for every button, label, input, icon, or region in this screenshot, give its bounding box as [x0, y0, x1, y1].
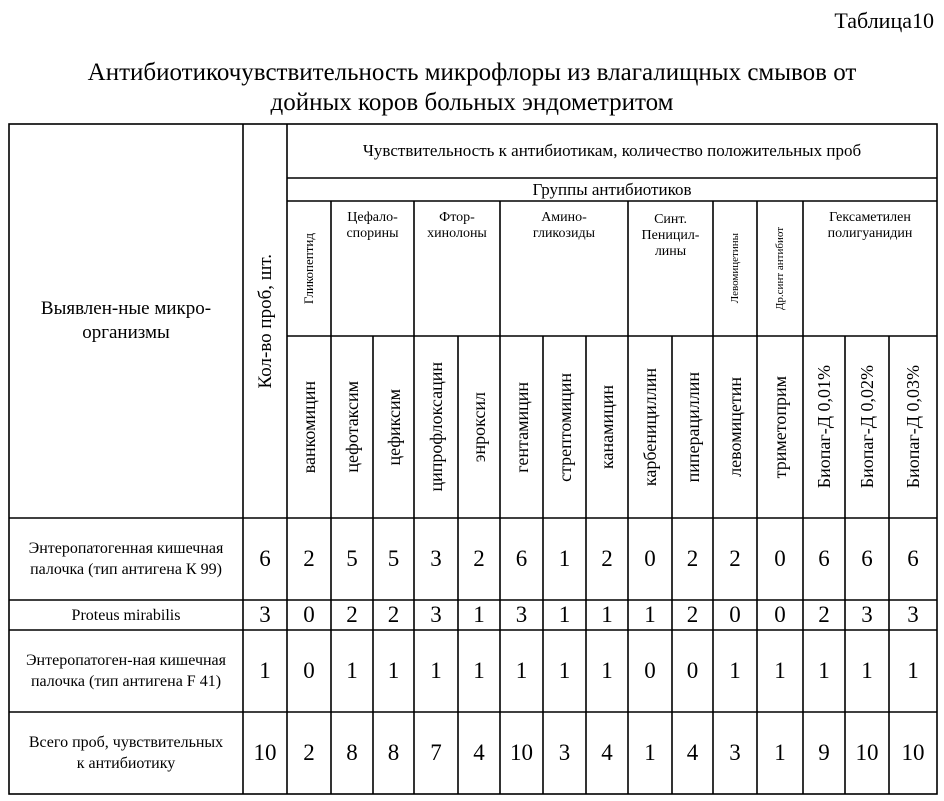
antibiotic-header-14: [845, 336, 889, 518]
sensitivity-header: Чувствительность к антибиотикам, количество положительных проб: [362, 141, 862, 160]
row-value-cell: 0: [774, 602, 786, 627]
antibiotic-header-11: [713, 336, 757, 518]
antibiotic-name: ванкомицин: [299, 380, 319, 474]
antibiotic-header-3: [373, 336, 414, 518]
group-cephalosporins: Цефало-спорины: [346, 210, 399, 241]
row-organism-name: Энтеропатоген-ная кишечная палочка (тип антигена F 41): [25, 652, 227, 690]
row-value-cell: 3: [907, 602, 919, 627]
row-value-cell: 4: [473, 740, 485, 765]
row-value-cell: 1: [387, 658, 400, 683]
row-value-cell: 1: [430, 658, 442, 683]
group-other-synthetic-text: Др.синт антибиот: [774, 226, 786, 311]
row-organism-name: Энтеропатогенная кишечная палочка (тип антигена К 99): [28, 540, 224, 578]
row-value-cell: 5: [346, 546, 358, 571]
row-value-cell: 3: [515, 602, 528, 627]
row-organism-name: Proteus mirabilis: [71, 606, 181, 624]
antibiotic-header-7: [543, 336, 586, 518]
row-sample-count: 6: [259, 546, 271, 571]
antibiotic-header-2: [331, 336, 373, 518]
row-value-cell: 4: [686, 740, 699, 765]
row-value-cell: 3: [861, 602, 873, 627]
antibiotic-header-9: [628, 336, 672, 518]
row-value-cell: 1: [601, 658, 613, 683]
antibiotic-name: карбенициллин: [640, 367, 660, 487]
row-value-cell: 2: [303, 546, 315, 571]
row-value-cell: 1: [774, 740, 786, 765]
antibiotic-name: канамицин: [597, 384, 617, 469]
row-value-cell: 1: [558, 658, 571, 683]
row-value-cell: 2: [473, 546, 485, 571]
antibiotic-header-10: [672, 336, 713, 518]
row-organism-name: Всего проб, чувствительных к антибиотику: [28, 734, 224, 772]
row-value-cell: 10: [901, 740, 925, 765]
row-sample-count: 10: [253, 740, 277, 765]
row-value-cell: 7: [430, 740, 442, 765]
group-glycopeptide-text: Гликопептид: [301, 232, 316, 305]
row-value-cell: 9: [818, 740, 830, 765]
row-value-cell: 10: [855, 740, 879, 765]
antibiotic-name: триметоприм: [770, 375, 790, 479]
organisms-column-header: Выявлен-ные микро-организмы: [40, 298, 212, 343]
group-synthetic-penicillins: Синт. Пеницил-лины: [641, 212, 700, 259]
group-levomycetins: [713, 201, 757, 336]
antibiotic-header-15: [889, 336, 937, 518]
row-value-cell: 1: [729, 658, 741, 683]
row-value-cell: 2: [303, 740, 315, 765]
row-value-cell: 2: [346, 602, 358, 627]
row-value-cell: 10: [510, 740, 533, 765]
row-value-cell: 3: [430, 546, 442, 571]
group-hexamethylene-polyguanidine: Гексаметилен полигуанидин: [827, 210, 913, 241]
row-value-cell: 1: [558, 602, 571, 627]
row-value-cell: 0: [303, 602, 315, 627]
table-title-line-1: Антибиотикочувствительность микрофлоры из влагалищных смывов от: [87, 59, 857, 86]
row-value-cell: 3: [430, 602, 442, 627]
row-value-cell: 1: [644, 602, 656, 627]
group-aminoglycosides: Амино-гликозиды: [532, 210, 596, 241]
row-sample-count: 1: [259, 658, 271, 683]
antibiotic-header-12: [757, 336, 803, 518]
row-value-cell: 0: [686, 658, 699, 683]
row-value-cell: 2: [601, 546, 613, 571]
row-sample-count: 3: [259, 602, 271, 627]
row-value-cell: 2: [387, 602, 400, 627]
row-value-cell: 8: [346, 740, 358, 765]
antibiotic-name: цефотаксим: [342, 381, 362, 473]
table-number-label: Таблица10: [834, 8, 934, 33]
count-column-header: [243, 124, 287, 518]
row-value-cell: 2: [686, 602, 699, 627]
row-value-cell: 2: [686, 546, 699, 571]
antibiotic-name: ципрофлоксацин: [426, 362, 446, 492]
row-value-cell: 6: [818, 546, 830, 571]
row-value-cell: 3: [729, 740, 741, 765]
antibiotic-name: Биопаг-Д 0,02%: [857, 365, 877, 489]
antibiotic-header-5: [458, 336, 500, 518]
antibiotic-header-6: [500, 336, 543, 518]
row-value-cell: 3: [558, 740, 571, 765]
row-value-cell: 1: [861, 658, 873, 683]
antibiotic-name: цефиксим: [383, 388, 404, 466]
row-value-cell: 4: [601, 740, 613, 765]
antibiotic-name: энроксил: [469, 391, 489, 463]
group-glycopeptide: [287, 201, 331, 336]
row-value-cell: 1: [558, 546, 571, 571]
antibiotic-name: пиперациллин: [682, 371, 703, 483]
row-value-cell: 1: [644, 740, 656, 765]
row-value-cell: 2: [818, 602, 830, 627]
row-value-cell: 0: [303, 658, 315, 683]
group-other-synthetic: [757, 201, 803, 336]
antibiotic-name: Биопаг-Д 0,01%: [814, 365, 834, 489]
antibiotic-name: гентамицин: [511, 381, 532, 473]
row-value-cell: 8: [387, 740, 400, 765]
antibiotic-name: Биопаг-Д 0,03%: [903, 365, 923, 489]
row-value-cell: 6: [515, 546, 528, 571]
row-value-cell: 1: [601, 602, 613, 627]
row-value-cell: 1: [473, 658, 485, 683]
antibiotic-header-4: [414, 336, 458, 518]
row-value-cell: 1: [818, 658, 830, 683]
row-value-cell: 5: [387, 546, 400, 571]
row-value-cell: 1: [346, 658, 358, 683]
row-value-cell: 2: [729, 546, 741, 571]
groups-header: Группы антибиотиков: [532, 179, 692, 199]
row-value-cell: 6: [861, 546, 873, 571]
antibiotic-header-1: [287, 336, 331, 518]
row-value-cell: 6: [907, 546, 919, 571]
table-title-line-2: дойных коров больных эндометритом: [270, 89, 674, 116]
row-value-cell: 1: [515, 658, 528, 683]
row-value-cell: 0: [644, 546, 656, 571]
antibiotic-name: левомицетин: [725, 377, 745, 477]
row-value-cell: 1: [774, 658, 786, 683]
antibiotic-header-13: [803, 336, 845, 518]
row-value-cell: 0: [729, 602, 741, 627]
antibiotic-name: стрептомицин: [554, 372, 575, 482]
row-value-cell: 0: [774, 546, 786, 571]
row-value-cell: 1: [907, 658, 919, 683]
antibiotic-header-8: [586, 336, 628, 518]
group-levomycetins-text: Левомицетины: [729, 233, 741, 304]
group-fluoroquinolones: Фтор-хинолоны: [427, 210, 487, 241]
count-column-header-text: Кол-во проб, шт.: [254, 253, 276, 389]
row-value-cell: 0: [644, 658, 656, 683]
row-value-cell: 1: [473, 602, 485, 627]
